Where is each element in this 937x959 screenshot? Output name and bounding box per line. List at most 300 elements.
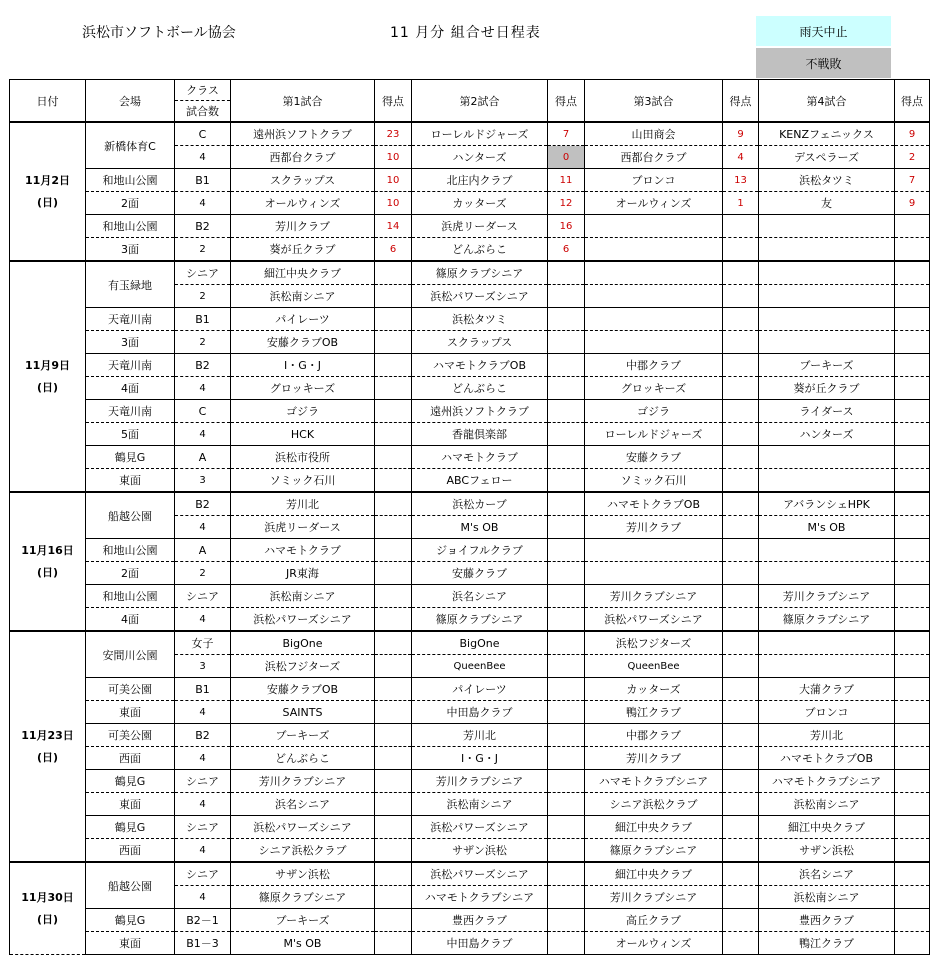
score-cell: 0 — [548, 146, 585, 169]
class-cell: B1 — [175, 308, 231, 331]
team-cell: 浜虎リーダース — [412, 215, 548, 238]
score-cell — [548, 285, 585, 308]
team-cell: シニア浜松クラブ — [231, 839, 375, 863]
team-cell: 西都台クラブ — [231, 146, 375, 169]
team-cell: 中田島クラブ — [412, 701, 548, 724]
col-games-label: 試合数 — [186, 105, 219, 118]
team-cell: 細江中央クラブ — [585, 862, 723, 886]
score-cell — [723, 932, 759, 955]
team-cell: ハマモトクラブOB — [412, 354, 548, 377]
score-cell — [723, 562, 759, 585]
team-cell: KENZフェニックス — [759, 122, 895, 146]
score-cell — [895, 793, 930, 816]
score-cell — [375, 886, 412, 909]
team-cell: サザン浜松 — [759, 839, 895, 863]
score-cell — [548, 539, 585, 562]
team-cell: I・G・J — [231, 354, 375, 377]
score-cell — [548, 839, 585, 863]
team-cell: 浜松パワーズシニア — [412, 285, 548, 308]
team-cell: ハンターズ — [759, 423, 895, 446]
venue-cell: 5面 — [86, 423, 175, 446]
score-cell — [723, 678, 759, 701]
score-cell — [548, 354, 585, 377]
score-cell — [895, 909, 930, 932]
score-cell — [723, 377, 759, 400]
team-cell: JR東海 — [231, 562, 375, 585]
score-cell — [548, 793, 585, 816]
team-cell: 安藤クラブ — [585, 446, 723, 469]
class-cell: B2－1 — [175, 909, 231, 932]
table-row — [10, 701, 930, 724]
score-cell: 14 — [375, 215, 412, 238]
class-cell: B2 — [175, 215, 231, 238]
team-cell: ハマモトクラブシニア — [759, 770, 895, 793]
date-cell — [10, 122, 86, 261]
team-cell: オールウィンズ — [231, 192, 375, 215]
team-cell: シニア浜松クラブ — [585, 793, 723, 816]
score-cell — [548, 862, 585, 886]
team-cell: I・G・J — [412, 747, 548, 770]
team-cell — [759, 539, 895, 562]
team-cell: 北庄内クラブ — [412, 169, 548, 192]
team-cell: どんぶらこ — [412, 238, 548, 262]
team-cell: 遠州浜ソフトクラブ — [231, 122, 375, 146]
score-cell — [548, 446, 585, 469]
venue-cell: 新橋体育C — [86, 122, 175, 169]
score-cell: 13 — [723, 169, 759, 192]
table-row — [10, 631, 930, 655]
venue-cell: 2面 — [86, 562, 175, 585]
col-venue: 会場 — [86, 80, 175, 123]
score-cell — [895, 608, 930, 632]
score-cell — [723, 655, 759, 678]
team-cell: 細江中央クラブ — [585, 816, 723, 839]
team-cell: 葵が丘クラブ — [231, 238, 375, 262]
score-cell — [723, 539, 759, 562]
table-row — [10, 400, 930, 423]
score-cell — [375, 608, 412, 632]
table-row — [10, 261, 930, 285]
team-cell: ブーキーズ — [231, 724, 375, 747]
team-cell: 細江中央クラブ — [759, 816, 895, 839]
team-cell: 芳川クラブシニア — [585, 585, 723, 608]
team-cell: 大蒲クラブ — [759, 678, 895, 701]
team-cell: グロッキーズ — [585, 377, 723, 400]
score-cell — [548, 655, 585, 678]
score-cell — [548, 909, 585, 932]
games-count-cell: B1－3 — [175, 932, 231, 955]
score-cell — [375, 562, 412, 585]
games-count-cell: 4 — [175, 886, 231, 909]
score-cell: 7 — [548, 122, 585, 146]
team-cell — [759, 469, 895, 493]
table-row — [10, 724, 930, 747]
table-row — [10, 377, 930, 400]
team-cell: 香龍倶楽部 — [412, 423, 548, 446]
score-cell — [375, 585, 412, 608]
score-cell — [375, 492, 412, 516]
score-cell: 10 — [375, 192, 412, 215]
table-row — [10, 562, 930, 585]
team-cell: ゴジラ — [585, 400, 723, 423]
score-cell: 16 — [548, 215, 585, 238]
team-cell: 浜松南シニア — [231, 285, 375, 308]
team-cell: 芳川北 — [231, 492, 375, 516]
team-cell: 芳川クラブシニア — [759, 585, 895, 608]
team-cell — [585, 285, 723, 308]
class-cell: B2 — [175, 492, 231, 516]
team-cell: 浜松パワーズシニア — [585, 608, 723, 632]
team-cell: 篠原クラブシニア — [412, 261, 548, 285]
score-cell — [548, 631, 585, 655]
team-cell: ブーキーズ — [231, 909, 375, 932]
team-cell: 遠州浜ソフトクラブ — [412, 400, 548, 423]
team-cell: 浜松南シニア — [231, 585, 375, 608]
team-cell: 細江中央クラブ — [231, 261, 375, 285]
team-cell: 浜松南シニア — [759, 793, 895, 816]
score-cell — [375, 400, 412, 423]
table-row — [10, 862, 930, 886]
score-cell — [895, 932, 930, 955]
team-cell: 篠原クラブシニア — [759, 608, 895, 632]
date-cell — [10, 631, 86, 862]
team-cell: 芳川クラブ — [585, 747, 723, 770]
col-game-2: 第2試合 — [412, 80, 548, 123]
team-cell: ABCフェロー — [412, 469, 548, 493]
schedule-table — [9, 79, 930, 955]
score-cell: 23 — [375, 122, 412, 146]
match-weekday: (日) — [36, 195, 59, 209]
team-cell — [759, 446, 895, 469]
score-cell — [723, 469, 759, 493]
team-cell: 浜松パワーズシニア — [412, 816, 548, 839]
team-cell: 浜名シニア — [759, 862, 895, 886]
class-cell: C — [175, 122, 231, 146]
score-cell — [548, 816, 585, 839]
team-cell: 浜松パワーズシニア — [231, 816, 375, 839]
table-row — [10, 331, 930, 354]
team-cell: ローレルドジャーズ — [585, 423, 723, 446]
legend-forfeit: 不戦敗 — [756, 48, 891, 78]
team-cell: 篠原クラブシニア — [585, 839, 723, 863]
score-cell — [895, 423, 930, 446]
team-cell: サザン浜松 — [412, 839, 548, 863]
team-cell: 芳川北 — [412, 724, 548, 747]
match-date: 11月30日 — [21, 890, 74, 904]
score-cell — [723, 909, 759, 932]
class-cell: B2 — [175, 354, 231, 377]
score-cell — [548, 492, 585, 516]
score-cell — [723, 238, 759, 262]
score-cell — [895, 886, 930, 909]
team-cell: 友 — [759, 192, 895, 215]
venue-cell: 和地山公園 — [86, 585, 175, 608]
score-cell — [548, 331, 585, 354]
score-cell — [375, 308, 412, 331]
table-row — [10, 839, 930, 863]
team-cell: 葵が丘クラブ — [759, 377, 895, 400]
team-cell: QueenBee — [585, 655, 723, 678]
team-cell: ブロンコ — [585, 169, 723, 192]
team-cell: SAINTS — [231, 701, 375, 724]
venue-cell: 4面 — [86, 608, 175, 632]
team-cell: ブロンコ — [759, 701, 895, 724]
score-cell — [723, 770, 759, 793]
score-cell — [723, 354, 759, 377]
venue-cell: 可美公園 — [86, 724, 175, 747]
team-cell: ハマモトクラブOB — [759, 747, 895, 770]
venue-cell: 4面 — [86, 377, 175, 400]
team-cell — [759, 562, 895, 585]
team-cell: ハマモトクラブ — [231, 539, 375, 562]
score-cell: 11 — [548, 169, 585, 192]
team-cell: ソミック石川 — [231, 469, 375, 493]
venue-cell: 東面 — [86, 701, 175, 724]
score-cell: 9 — [895, 122, 930, 146]
team-cell: デスペラーズ — [759, 146, 895, 169]
table-row — [10, 932, 930, 955]
col-game-4: 第4試合 — [759, 80, 895, 123]
team-cell: ハマモトクラブシニア — [412, 886, 548, 909]
table-row — [10, 747, 930, 770]
venue-cell: 和地山公園 — [86, 539, 175, 562]
team-cell: オールウィンズ — [585, 192, 723, 215]
score-cell — [895, 562, 930, 585]
score-cell — [723, 215, 759, 238]
table-row — [10, 770, 930, 793]
score-cell — [548, 562, 585, 585]
table-row — [10, 539, 930, 562]
table-row — [10, 423, 930, 446]
score-cell — [375, 909, 412, 932]
score-cell — [723, 701, 759, 724]
table-row — [10, 793, 930, 816]
score-cell — [895, 285, 930, 308]
score-cell — [375, 285, 412, 308]
class-cell: B2 — [175, 724, 231, 747]
team-cell: ハマモトクラブシニア — [585, 770, 723, 793]
score-cell — [548, 770, 585, 793]
score-cell — [375, 678, 412, 701]
score-cell: 2 — [895, 146, 930, 169]
team-cell: 浜松南シニア — [412, 793, 548, 816]
table-row — [10, 446, 930, 469]
table-row — [10, 608, 930, 632]
team-cell: どんぶらこ — [231, 747, 375, 770]
col-score-3: 得点 — [723, 80, 759, 123]
team-cell: M's OB — [759, 516, 895, 539]
class-cell: シニア — [175, 585, 231, 608]
venue-cell: 鶴見G — [86, 770, 175, 793]
venue-cell: 船越公園 — [86, 862, 175, 909]
team-cell: ハンターズ — [412, 146, 548, 169]
score-cell — [723, 400, 759, 423]
schedule-title: 11 月分 組合せ日程表 — [390, 25, 541, 41]
team-cell: 浜松フジターズ — [231, 655, 375, 678]
team-cell: 芳川北 — [759, 724, 895, 747]
header-row — [10, 80, 930, 123]
score-cell — [375, 839, 412, 863]
score-cell — [723, 308, 759, 331]
col-date: 日付 — [10, 80, 86, 123]
score-cell — [375, 354, 412, 377]
col-game-1: 第1試合 — [231, 80, 375, 123]
score-cell — [375, 862, 412, 886]
team-cell: 安藤クラブOB — [231, 331, 375, 354]
team-cell: 浜名シニア — [412, 585, 548, 608]
venue-cell: 西面 — [86, 839, 175, 863]
team-cell: ハマモトクラブOB — [585, 492, 723, 516]
team-cell: 中郡クラブ — [585, 724, 723, 747]
table-row — [10, 169, 930, 192]
table-row — [10, 585, 930, 608]
score-cell — [375, 539, 412, 562]
team-cell: 芳川クラブ — [231, 215, 375, 238]
match-date: 11月2日 — [25, 173, 70, 187]
team-cell: 浜松市役所 — [231, 446, 375, 469]
score-cell — [548, 747, 585, 770]
team-cell: 芳川クラブシニア — [231, 770, 375, 793]
class-cell: B1 — [175, 678, 231, 701]
score-cell — [375, 932, 412, 955]
score-cell — [895, 747, 930, 770]
class-cell: A — [175, 446, 231, 469]
score-cell — [723, 423, 759, 446]
match-weekday: (日) — [36, 565, 59, 579]
team-cell: 芳川クラブ — [585, 516, 723, 539]
team-cell: 豊西クラブ — [412, 909, 548, 932]
games-count-cell: 4 — [175, 839, 231, 863]
team-cell — [585, 238, 723, 262]
class-cell: シニア — [175, 770, 231, 793]
venue-cell: 東面 — [86, 932, 175, 955]
score-cell — [895, 261, 930, 285]
venue-cell: 東面 — [86, 469, 175, 493]
team-cell: ライダース — [759, 400, 895, 423]
team-cell: オールウィンズ — [585, 932, 723, 955]
score-cell — [548, 701, 585, 724]
score-cell — [548, 585, 585, 608]
score-cell — [895, 862, 930, 886]
score-cell — [895, 215, 930, 238]
team-cell: 芳川クラブシニア — [412, 770, 548, 793]
class-cell: シニア — [175, 816, 231, 839]
date-cell — [10, 261, 86, 492]
score-cell: 4 — [723, 146, 759, 169]
score-cell — [548, 469, 585, 493]
team-cell: 浜松パワーズシニア — [231, 608, 375, 632]
score-cell — [723, 862, 759, 886]
team-cell: スクラップス — [412, 331, 548, 354]
team-cell: BigOne — [231, 631, 375, 655]
team-cell — [585, 562, 723, 585]
team-cell: 安藤クラブOB — [231, 678, 375, 701]
team-cell — [759, 285, 895, 308]
score-cell: 10 — [375, 169, 412, 192]
class-cell: シニア — [175, 261, 231, 285]
venue-cell: 鶴見G — [86, 909, 175, 932]
team-cell: 浜松パワーズシニア — [412, 862, 548, 886]
class-cell: シニア — [175, 862, 231, 886]
score-cell — [723, 331, 759, 354]
team-cell: ローレルドジャーズ — [412, 122, 548, 146]
team-cell: 鴨江クラブ — [585, 701, 723, 724]
col-class — [175, 80, 231, 123]
team-cell: 高丘クラブ — [585, 909, 723, 932]
team-cell: 芳川クラブシニア — [585, 886, 723, 909]
team-cell: M's OB — [412, 516, 548, 539]
table-row — [10, 354, 930, 377]
score-cell — [375, 516, 412, 539]
team-cell — [585, 539, 723, 562]
score-cell — [375, 724, 412, 747]
score-cell — [723, 793, 759, 816]
table-row — [10, 308, 930, 331]
score-cell — [375, 793, 412, 816]
score-cell — [375, 331, 412, 354]
score-cell — [548, 516, 585, 539]
score-cell — [548, 932, 585, 955]
team-cell: ハマモトクラブ — [412, 446, 548, 469]
team-cell — [585, 331, 723, 354]
team-cell: グロッキーズ — [231, 377, 375, 400]
team-cell: どんぶらこ — [412, 377, 548, 400]
score-cell — [895, 354, 930, 377]
col-score-1: 得点 — [375, 80, 412, 123]
score-cell: 1 — [723, 192, 759, 215]
match-weekday: (日) — [36, 750, 59, 764]
table-row — [10, 816, 930, 839]
venue-cell: 3面 — [86, 331, 175, 354]
venue-cell: 可美公園 — [86, 678, 175, 701]
score-cell — [895, 678, 930, 701]
score-cell — [723, 886, 759, 909]
score-cell — [895, 469, 930, 493]
score-cell — [375, 261, 412, 285]
team-cell — [585, 261, 723, 285]
team-cell: スクラップス — [231, 169, 375, 192]
team-cell: カッターズ — [585, 678, 723, 701]
score-cell — [548, 886, 585, 909]
score-cell — [548, 400, 585, 423]
score-cell — [723, 839, 759, 863]
score-cell — [895, 377, 930, 400]
class-cell: B1 — [175, 169, 231, 192]
venue-cell: 鶴見G — [86, 816, 175, 839]
games-count-cell: 3 — [175, 469, 231, 493]
venue-cell: 天竜川南 — [86, 400, 175, 423]
score-cell — [895, 655, 930, 678]
team-cell: アバランシェHPK — [759, 492, 895, 516]
team-cell: BigOne — [412, 631, 548, 655]
score-cell — [548, 377, 585, 400]
team-cell: 篠原クラブシニア — [412, 608, 548, 632]
games-count-cell: 4 — [175, 701, 231, 724]
score-cell — [548, 608, 585, 632]
team-cell: パイレーツ — [231, 308, 375, 331]
team-cell — [759, 238, 895, 262]
venue-cell: 天竜川南 — [86, 308, 175, 331]
games-count-cell: 4 — [175, 146, 231, 169]
match-date: 11月16日 — [21, 543, 74, 557]
score-cell — [895, 724, 930, 747]
match-date: 11月9日 — [25, 358, 70, 372]
team-cell: 浜名シニア — [231, 793, 375, 816]
score-cell — [723, 285, 759, 308]
team-cell: 浜松タツミ — [759, 169, 895, 192]
class-cell: C — [175, 400, 231, 423]
match-date: 11月23日 — [21, 728, 74, 742]
